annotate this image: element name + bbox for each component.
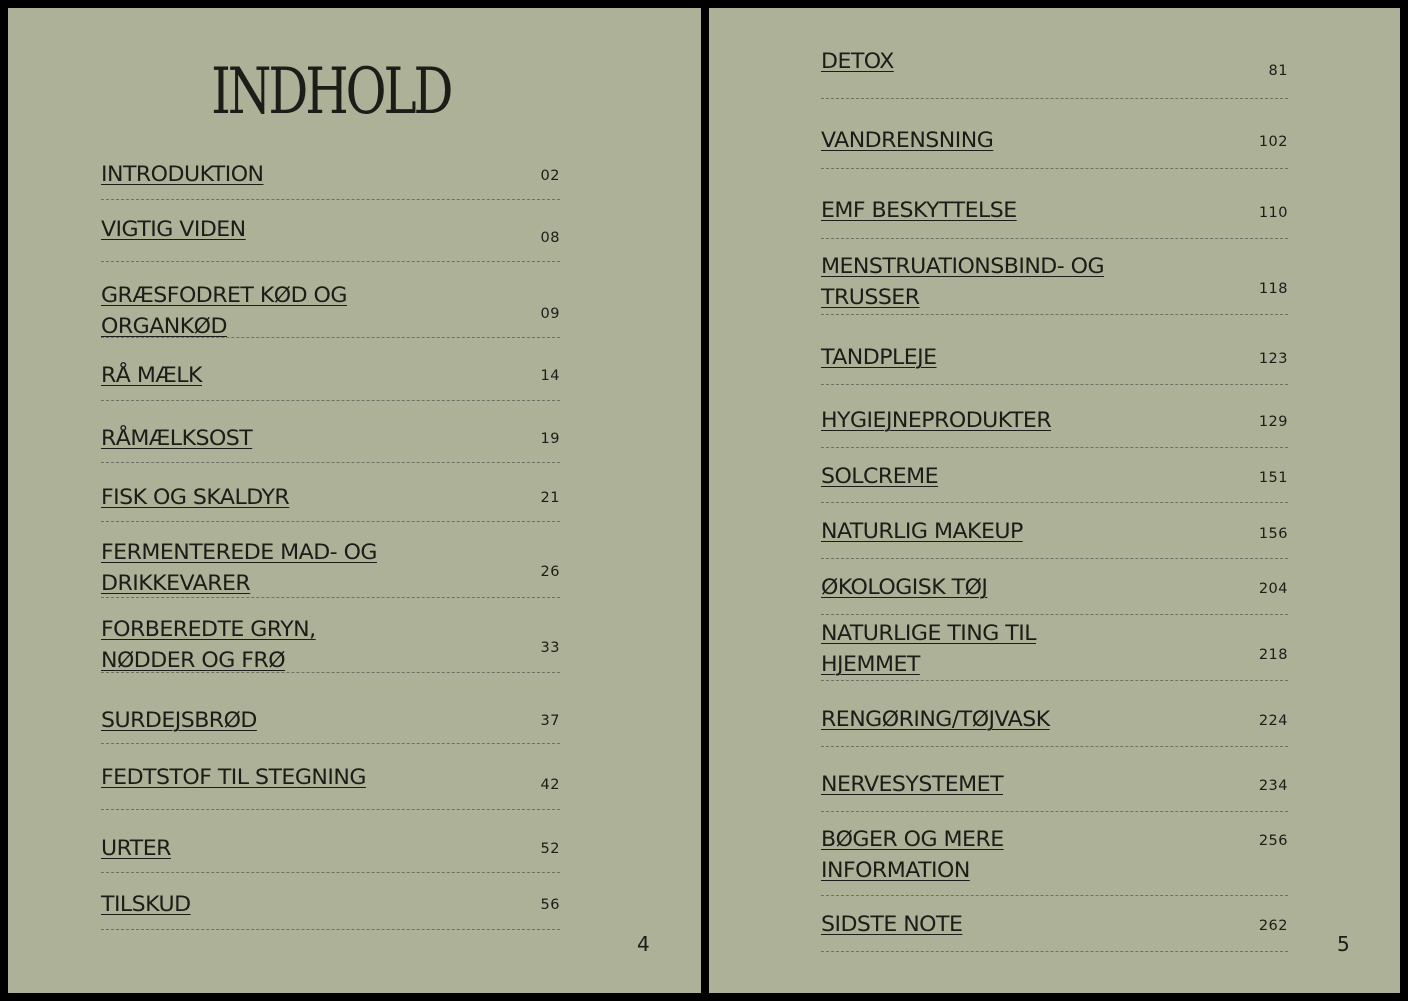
dotted-divider bbox=[821, 447, 1288, 448]
toc-entry-label[interactable]: TILSKUD bbox=[101, 892, 191, 916]
toc-entry-label[interactable]: RÅ MÆLK bbox=[101, 363, 202, 387]
dotted-divider bbox=[101, 672, 560, 673]
dotted-divider bbox=[821, 811, 1288, 812]
toc-entry-page-number: 56 bbox=[540, 897, 560, 913]
toc-entry-label[interactable]: ØKOLOGISK TØJ bbox=[821, 575, 988, 599]
toc-entry-page-number: 151 bbox=[1258, 470, 1288, 486]
dotted-divider bbox=[101, 597, 560, 598]
toc-entry-page-number: 129 bbox=[1258, 414, 1288, 430]
toc-entry-label[interactable]: NATURLIG MAKEUP bbox=[821, 519, 1023, 543]
dotted-divider bbox=[101, 261, 560, 262]
toc-entry-label[interactable]: VANDRENSNING bbox=[821, 128, 994, 152]
dotted-divider bbox=[101, 199, 560, 200]
toc-entry-page-number: 09 bbox=[540, 306, 560, 322]
toc-entry-label[interactable]: RENGØRING/TØJVASK bbox=[821, 707, 1050, 731]
toc-entry-page-number: 204 bbox=[1258, 581, 1288, 597]
dotted-divider bbox=[101, 337, 560, 338]
toc-entry-page-number: 81 bbox=[1268, 63, 1288, 79]
toc-entry-page-number: 110 bbox=[1258, 205, 1288, 221]
dotted-divider bbox=[821, 680, 1288, 681]
toc-entry-label[interactable]: EMF BESKYTTELSE bbox=[821, 198, 1017, 222]
toc-entry-page-number: 26 bbox=[540, 564, 560, 580]
toc-entry-label[interactable]: INTRODUKTION bbox=[101, 162, 264, 186]
toc-entry-page-number: 37 bbox=[540, 713, 560, 729]
dotted-divider bbox=[821, 384, 1288, 385]
dotted-divider bbox=[821, 951, 1288, 952]
toc-entry-label[interactable]: HYGIEJNEPRODUKTER bbox=[821, 408, 1052, 432]
toc-entry-page-number: 14 bbox=[540, 368, 560, 384]
toc-entry-label[interactable]: NATURLIGE TING TIL HJEMMET bbox=[821, 621, 1036, 676]
dotted-divider bbox=[821, 98, 1288, 99]
toc-entry-page-number: 33 bbox=[540, 640, 560, 656]
toc-entry-page-number: 118 bbox=[1258, 281, 1288, 297]
dotted-divider bbox=[821, 168, 1288, 169]
toc-entry-page-number: 218 bbox=[1258, 647, 1288, 663]
toc-entry-label[interactable]: DETOX bbox=[821, 49, 894, 73]
toc-entry-label[interactable]: SURDEJSBRØD bbox=[101, 708, 257, 732]
toc-entry-page-number: 19 bbox=[540, 431, 560, 447]
toc-entry-page-number: 52 bbox=[540, 841, 560, 857]
dotted-divider bbox=[821, 558, 1288, 559]
dotted-divider bbox=[101, 462, 560, 463]
page-title: INDHOLD bbox=[211, 55, 451, 129]
toc-entry-label[interactable]: FERMENTEREDE MAD- OG DRIKKEVARER bbox=[101, 540, 377, 595]
dotted-divider bbox=[101, 809, 560, 810]
toc-entry-label[interactable]: NERVESYSTEMET bbox=[821, 772, 1004, 796]
toc-entry-label[interactable]: GRÆSFODRET KØD OG ORGANKØD bbox=[101, 283, 347, 338]
dotted-divider bbox=[101, 521, 560, 522]
toc-entry-page-number: 21 bbox=[540, 490, 560, 506]
toc-entry-page-number: 42 bbox=[540, 777, 560, 793]
toc-entry-label[interactable]: FISK OG SKALDYR bbox=[101, 485, 290, 509]
page-number: 5 bbox=[1337, 932, 1350, 956]
toc-entry-page-number: 256 bbox=[1258, 833, 1288, 849]
toc-entry-label[interactable]: FORBEREDTE GRYN, NØDDER OG FRØ bbox=[101, 617, 316, 672]
toc-entry-label[interactable]: BØGER OG MERE INFORMATION bbox=[821, 827, 1004, 882]
toc-entry-label[interactable]: TANDPLEJE bbox=[821, 345, 937, 369]
toc-entry-page-number: 224 bbox=[1258, 713, 1288, 729]
toc-entry-label[interactable]: RÅMÆLKSOST bbox=[101, 426, 253, 450]
dotted-divider bbox=[101, 929, 560, 930]
toc-entry-page-number: 102 bbox=[1258, 134, 1288, 150]
dotted-divider bbox=[821, 502, 1288, 503]
dotted-divider bbox=[821, 314, 1288, 315]
toc-entry-page-number: 02 bbox=[540, 168, 560, 184]
dotted-divider bbox=[821, 895, 1288, 896]
toc-entry-page-number: 234 bbox=[1258, 778, 1288, 794]
dotted-divider bbox=[101, 400, 560, 401]
right-page bbox=[709, 8, 1400, 993]
toc-entry-page-number: 08 bbox=[540, 230, 560, 246]
toc-entry-label[interactable]: VIGTIG VIDEN bbox=[101, 217, 246, 241]
toc-entry-label[interactable]: FEDTSTOF TIL STEGNING bbox=[101, 765, 366, 789]
toc-entry-page-number: 156 bbox=[1258, 526, 1288, 542]
toc-entry-page-number: 123 bbox=[1258, 351, 1288, 367]
dotted-divider bbox=[821, 238, 1288, 239]
dotted-divider bbox=[101, 872, 560, 873]
toc-entry-label[interactable]: URTER bbox=[101, 836, 171, 860]
toc-entry-label[interactable]: SIDSTE NOTE bbox=[821, 912, 963, 936]
dotted-divider bbox=[821, 614, 1288, 615]
toc-entry-label[interactable]: MENSTRUATIONSBIND- OG TRUSSER bbox=[821, 254, 1105, 309]
dotted-divider bbox=[821, 746, 1288, 747]
dotted-divider bbox=[101, 743, 560, 744]
toc-entry-page-number: 262 bbox=[1258, 918, 1288, 934]
left-page bbox=[8, 8, 701, 993]
toc-entry-label[interactable]: SOLCREME bbox=[821, 464, 939, 488]
page-number: 4 bbox=[637, 932, 650, 956]
